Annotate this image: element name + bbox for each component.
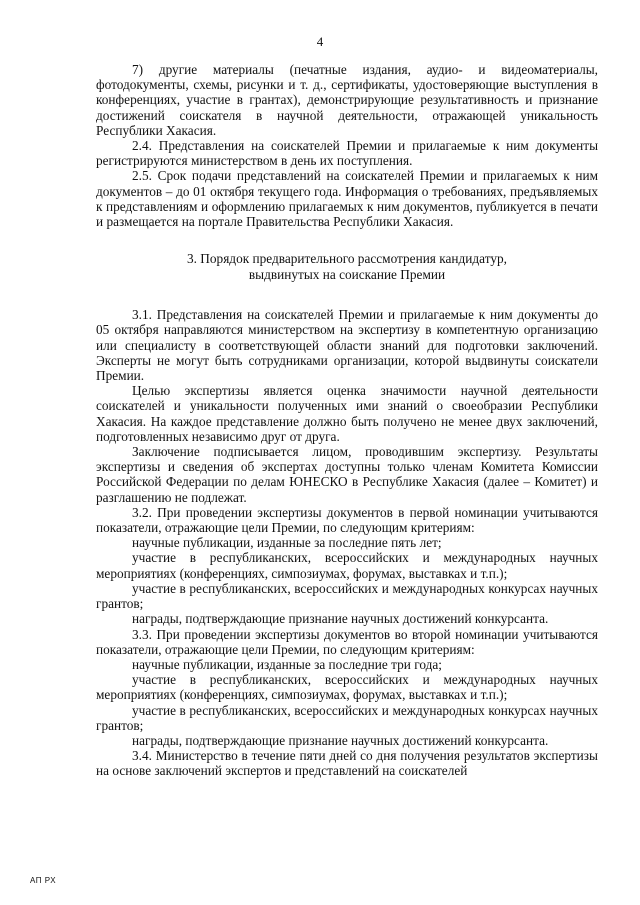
paragraph-3-4: 3.4. Министерство в течение пяти дней со дня получения результатов экспертизы на основе заключений экспертов и представлений на соискателей bbox=[96, 748, 598, 779]
paragraph-2-5: 2.5. Срок подачи представлений на соискателей Премии и прилагаемых к ним документов – до 01 октября текущего года. Информация о требованиях, предъявляемых к представлениям и оформлению прилагаемых к ним документов, публикуется в печати и размещается на портале Правительства Республики Хакасия. bbox=[96, 168, 598, 230]
footer-mark: АП РХ bbox=[30, 876, 57, 885]
section-heading-line-2: выдвинутых на соискание Премии bbox=[248, 267, 446, 283]
paragraph-3-1: 3.1. Представления на соискателей Премии и прилагаемые к ним документы до 05 октября направляются министерством на экспертизу в компетентную организацию или специалисту в соответствующей области знаний для подготовки заключений. Эксперты не могут быть сотрудниками организации, которой выдвинуты соискатели Премии. bbox=[96, 307, 598, 384]
paragraph-2-4: 2.4. Представления на соискателей Премии и прилагаемые к ним документы регистрируются министерством в день их поступления. bbox=[96, 138, 598, 169]
criterion-awards-2: награды, подтверждающие признание научных достижений конкурсанта. bbox=[132, 732, 549, 748]
criterion-awards-1: награды, подтверждающие признание научных достижений конкурсанта. bbox=[132, 611, 549, 627]
criterion-events-2: участие в республиканских, всероссийских и международных научных мероприятиях (конференциях, симпозиумах, форумах, выставках и т.п.); bbox=[96, 672, 598, 703]
paragraph-expertise-purpose: Целью экспертизы является оценка значимости научной деятельности соискателей и уникальности полученных ими знаний о своеобразии Республики Хакасия. На каждое представление должно быть получено не менее двух заключений, подготовленных независимо друг от друга. bbox=[96, 383, 598, 444]
criterion-publications-3y: научные публикации, изданные за последние три года; bbox=[132, 656, 442, 672]
paragraph-3-2: 3.2. При проведении экспертизы документов в первой номинации учитываются показатели, отражающие цели Премии, по следующим критериям: bbox=[96, 504, 598, 536]
criterion-publications-5y: научные публикации, изданные за последние пять лет; bbox=[132, 535, 442, 551]
criterion-grants-1: участие в республиканских, всероссийских и международных конкурсах научных грантов; bbox=[96, 580, 598, 612]
page-number: 4 bbox=[316, 34, 324, 49]
document-body bbox=[96, 62, 598, 779]
paragraph-conclusion-signing: Заключение подписывается лицом, проводившим экспертизу. Результаты экспертизы и сведения об экспертах доступны только членам Комитета Комиссии Российской Федерации по делам ЮНЕСКО в Республике Хакасия (далее – Комитет) и разглашению не подлежат. bbox=[96, 444, 598, 505]
section-heading bbox=[96, 251, 598, 283]
criterion-grants-2: участие в республиканских, всероссийских и международных конкурсах научных грантов; bbox=[96, 702, 598, 733]
section-heading-line-1: 3. Порядок предварительного рассмотрения кандидатур, bbox=[187, 251, 507, 267]
paragraph-item-7: 7) другие материалы (печатные издания, аудио- и видеоматериалы, фотодокументы, схемы, рисунки и т. д., сертификаты, удостоверяющие выступления в конференциях, участие в грантах), демонстрирующие результативность и признание достижений соискателя в научной деятельности, отражающей уникальность Республики Хакасия. bbox=[96, 62, 598, 138]
paragraph-3-3: 3.3. При проведении экспертизы документов во второй номинации учитываются показатели, отражающие цели Премии, по следующим критериям: bbox=[96, 626, 598, 657]
criterion-events-1: участие в республиканских, всероссийских и международных научных мероприятиях (конференциях, симпозиумах, форумах, выставках и т.п.); bbox=[96, 550, 598, 581]
